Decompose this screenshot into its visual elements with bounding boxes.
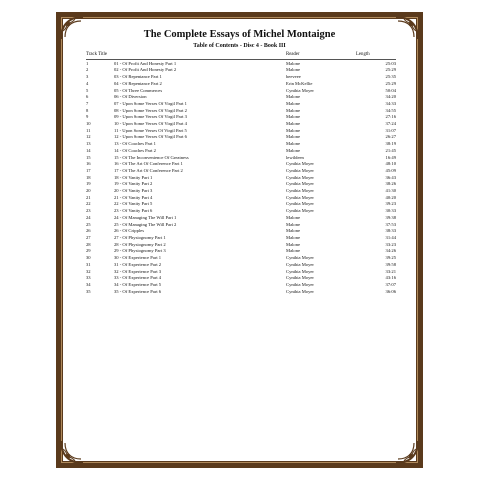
track-title: 26 - Of Cripples xyxy=(114,228,144,234)
track-title: 01 - Of Profit And Honesty Part 1 xyxy=(114,60,177,66)
track-length: 38:26 xyxy=(385,181,396,187)
table-row xyxy=(86,248,396,255)
track-length: 50:04 xyxy=(385,87,396,93)
track-reader: lewildeen xyxy=(286,154,304,160)
track-title: 22 - Of Vanity Part 5 xyxy=(114,201,153,207)
track-length: 37:07 xyxy=(385,281,396,287)
table-row xyxy=(86,59,396,67)
track-reader: Malone xyxy=(286,214,301,220)
track-title: 08 - Upon Some Verses Of Virgil Part 2 xyxy=(114,107,187,113)
track-reader: Malone xyxy=(286,100,301,106)
track-title: 29 - Of Physiognomy Part 3 xyxy=(114,248,166,254)
track-title: 20 - Of Vanity Part 3 xyxy=(114,188,153,194)
track-title: 02 - Of Profit And Honesty Part 2 xyxy=(114,67,177,73)
table-row xyxy=(86,195,396,202)
track-number: 22 xyxy=(86,201,91,207)
track-length: 34:20 xyxy=(385,94,396,100)
track-number: 17 xyxy=(86,167,91,173)
track-number: 16 xyxy=(86,161,91,167)
table-row xyxy=(86,208,396,215)
track-reader: Cynthia Moyer xyxy=(286,194,314,200)
table-row xyxy=(86,141,396,148)
table-row xyxy=(86,128,396,135)
table-row xyxy=(86,188,396,195)
track-length: 45:09 xyxy=(385,167,396,173)
track-title: 17 - Of The Art Of Conference Part 2 xyxy=(114,167,183,173)
track-reader: Cynthia Moyer xyxy=(286,208,314,214)
table-row xyxy=(86,88,396,95)
track-title: 12 - Upon Some Verses Of Virgil Part 6 xyxy=(114,134,187,140)
track-length: 39:58 xyxy=(385,261,396,267)
track-length: 36:43 xyxy=(385,174,396,180)
track-length: 33:23 xyxy=(385,241,396,247)
corner-ornament-icon xyxy=(394,439,420,465)
track-reader: Malone xyxy=(286,248,301,254)
table-row xyxy=(86,269,396,276)
track-title: 35 - Of Experience Part 6 xyxy=(114,288,162,294)
track-reader: Malone xyxy=(286,228,301,234)
track-reader: Malone xyxy=(286,60,301,66)
track-title: 31 - Of Experience Part 2 xyxy=(114,261,162,267)
track-number: 32 xyxy=(86,268,91,274)
track-length: 37:53 xyxy=(385,221,396,227)
track-number: 11 xyxy=(86,127,91,133)
table-row xyxy=(86,134,396,141)
track-title: 27 - Of Physiognomy Part 1 xyxy=(114,234,166,240)
table-row xyxy=(86,255,396,262)
track-number: 1 xyxy=(86,60,89,66)
track-title: 14 - Of Coaches Part 2 xyxy=(114,147,156,153)
track-reader: Erin McKellie xyxy=(286,80,313,86)
track-title: 16 - Of The Art Of Conference Part 1 xyxy=(114,161,183,167)
track-reader: Malone xyxy=(286,147,301,153)
track-reader: Malone xyxy=(286,127,301,133)
track-number: 14 xyxy=(86,147,91,153)
track-number: 23 xyxy=(86,208,91,214)
track-length: 34:33 xyxy=(385,100,396,106)
table-row xyxy=(86,235,396,242)
track-number: 30 xyxy=(86,255,91,261)
table-row xyxy=(86,201,396,208)
track-reader: Malone xyxy=(286,241,301,247)
track-number: 28 xyxy=(86,241,91,247)
track-reader: Cynthia Moyer xyxy=(286,201,314,207)
track-number: 25 xyxy=(86,221,91,227)
document-subtitle: Table of Contents - Disc 4 - Book III xyxy=(193,43,286,49)
track-length: 26:27 xyxy=(385,134,396,140)
table-row xyxy=(86,114,396,121)
track-reader: Cynthia Moyer xyxy=(286,167,314,173)
track-title: 13 - Of Coaches Part 1 xyxy=(114,141,156,147)
track-number: 15 xyxy=(86,154,91,160)
track-length: 16:49 xyxy=(385,154,396,160)
table-row xyxy=(86,161,396,168)
table-row xyxy=(86,222,396,229)
track-title: 15 - Of The Inconvenience Of Greatness xyxy=(114,154,189,160)
track-number: 29 xyxy=(86,248,91,254)
track-number: 4 xyxy=(86,80,89,86)
table-row xyxy=(86,121,396,128)
track-title: 09 - Upon Some Verses Of Virgil Part 3 xyxy=(114,114,187,120)
track-number: 13 xyxy=(86,141,91,147)
track-reader: Malone xyxy=(286,94,301,100)
track-number: 18 xyxy=(86,174,91,180)
track-number: 21 xyxy=(86,194,91,200)
toc-body xyxy=(86,59,396,295)
track-number: 2 xyxy=(86,67,89,73)
track-reader: Cynthia Moyer xyxy=(286,268,314,274)
track-number: 6 xyxy=(86,94,89,100)
track-length: 38:33 xyxy=(385,228,396,234)
track-title: 19 - Of Vanity Part 2 xyxy=(114,181,153,187)
track-title: 34 - Of Experience Part 5 xyxy=(114,281,162,287)
track-title: 18 - Of Vanity Part 1 xyxy=(114,174,153,180)
track-reader: Malone xyxy=(286,67,301,73)
track-reader: Cynthia Moyer xyxy=(286,281,314,287)
track-number: 3 xyxy=(86,74,89,80)
track-length: 34:55 xyxy=(385,107,396,113)
toc-header-row xyxy=(86,52,396,59)
track-length: 33:21 xyxy=(385,268,396,274)
track-reader: Malone xyxy=(286,114,301,120)
track-title: 06 - Of Diversion xyxy=(114,94,147,100)
track-length: 21:45 xyxy=(385,147,396,153)
track-number: 31 xyxy=(86,261,91,267)
track-title: 23 - Of Vanity Part 6 xyxy=(114,208,153,214)
track-reader: Malone xyxy=(286,134,301,140)
track-reader: Malone xyxy=(286,141,301,147)
track-length: 39:25 xyxy=(385,255,396,261)
track-title: 21 - Of Vanity Part 4 xyxy=(114,194,153,200)
header-track-title: Track Title xyxy=(86,52,286,59)
track-length: 25:03 xyxy=(385,60,396,66)
document-page xyxy=(56,12,423,468)
track-title: 10 - Upon Some Verses Of Virgil Part 4 xyxy=(114,121,187,127)
header-length: Length xyxy=(356,52,396,59)
track-length: 38:19 xyxy=(385,141,396,147)
track-reader: Cynthia Moyer xyxy=(286,275,314,281)
track-length: 48:10 xyxy=(385,161,396,167)
track-title: 03 - Of Repentance Part 1 xyxy=(114,74,162,80)
track-reader: Malone xyxy=(286,121,301,127)
track-number: 24 xyxy=(86,214,91,220)
track-title: 28 - Of Physiognomy Part 2 xyxy=(114,241,166,247)
track-reader: Cynthia Moyer xyxy=(286,188,314,194)
track-number: 26 xyxy=(86,228,91,234)
track-title: 05 - Of Three Commerces xyxy=(114,87,163,93)
table-row xyxy=(86,175,396,182)
track-title: 32 - Of Experience Part 3 xyxy=(114,268,162,274)
header-reader: Reader xyxy=(286,52,356,59)
track-reader: Malone xyxy=(286,221,301,227)
table-row xyxy=(86,108,396,115)
track-reader: Malone xyxy=(286,107,301,113)
track-number: 12 xyxy=(86,134,91,140)
track-length: 39:38 xyxy=(385,214,396,220)
track-number: 34 xyxy=(86,281,91,287)
track-reader: Cynthia Moyer xyxy=(286,161,314,167)
track-number: 5 xyxy=(86,87,89,93)
track-title: 30 - Of Experience Part 1 xyxy=(114,255,162,261)
toc-table xyxy=(86,52,396,295)
table-row xyxy=(86,228,396,235)
table-row xyxy=(86,289,396,296)
track-number: 19 xyxy=(86,181,91,187)
table-row xyxy=(86,282,396,289)
table-row xyxy=(86,94,396,101)
table-row xyxy=(86,148,396,155)
table-row xyxy=(86,181,396,188)
track-length: 25:29 xyxy=(385,67,396,73)
track-length: 25:29 xyxy=(385,80,396,86)
track-reader: Cynthia Moyer xyxy=(286,181,314,187)
table-row xyxy=(86,101,396,108)
track-title: 11 - Upon Some Verses Of Virgil Part 5 xyxy=(114,127,187,133)
track-reader: Cynthia Moyer xyxy=(286,174,314,180)
table-row xyxy=(86,155,396,162)
track-length: 37:24 xyxy=(385,121,396,127)
track-reader: Cynthia Moyer xyxy=(286,261,314,267)
track-length: 34:26 xyxy=(385,248,396,254)
track-reader: Cynthia Moyer xyxy=(286,87,314,93)
track-length: 41:30 xyxy=(385,188,396,194)
track-length: 27:16 xyxy=(385,114,396,120)
track-title: 04 - Of Repentance Part 2 xyxy=(114,80,162,86)
track-title: 25 - Of Managing The Will Part 2 xyxy=(114,221,177,227)
track-number: 27 xyxy=(86,234,91,240)
track-length: 43:16 xyxy=(385,275,396,281)
table-row xyxy=(86,275,396,282)
track-length: 40:20 xyxy=(385,194,396,200)
track-reader: beeveee xyxy=(286,74,301,80)
corner-ornament-icon xyxy=(59,439,85,465)
track-number: 33 xyxy=(86,275,91,281)
track-length: 31:07 xyxy=(385,127,396,133)
track-number: 35 xyxy=(86,288,91,294)
track-title: 07 - Upon Some Verses Of Virgil Part 1 xyxy=(114,100,187,106)
document-title: The Complete Essays of Michel Montaigne xyxy=(143,29,336,40)
track-reader: Malone xyxy=(286,234,301,240)
track-number: 9 xyxy=(86,114,89,120)
table-row xyxy=(86,67,396,74)
track-number: 10 xyxy=(86,121,91,127)
track-title: 33 - Of Experience Part 4 xyxy=(114,275,162,281)
table-row xyxy=(86,81,396,88)
table-row xyxy=(86,74,396,81)
track-length: 30:33 xyxy=(385,208,396,214)
table-row xyxy=(86,242,396,249)
track-number: 8 xyxy=(86,107,89,113)
track-number: 20 xyxy=(86,188,91,194)
track-length: 36:06 xyxy=(385,288,396,294)
table-row xyxy=(86,262,396,269)
track-length: 39:23 xyxy=(385,201,396,207)
track-number: 7 xyxy=(86,100,89,106)
track-length: 25:35 xyxy=(385,74,396,80)
table-row xyxy=(86,215,396,222)
track-length: 31:44 xyxy=(385,234,396,240)
track-reader: Cynthia Moyer xyxy=(286,255,314,261)
table-row xyxy=(86,168,396,175)
track-title: 24 - Of Managing The Will Part 1 xyxy=(114,214,177,220)
track-reader: Cynthia Moyer xyxy=(286,288,314,294)
